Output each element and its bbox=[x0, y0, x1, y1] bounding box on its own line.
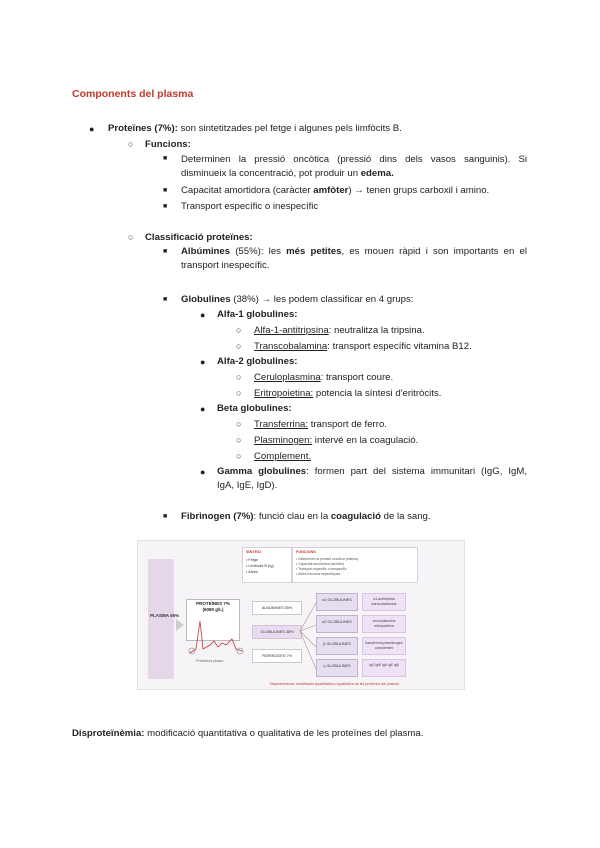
bullet-circle: ○ bbox=[128, 139, 134, 149]
gamma-line1: : formen part del sistema immunitari (IgG, IgM, bbox=[306, 466, 527, 477]
globulines-item bbox=[181, 294, 413, 305]
group-box: γ GLOBULINES bbox=[316, 659, 358, 677]
alfa1-item-2 bbox=[254, 341, 472, 352]
fib-c: de la sang. bbox=[380, 511, 431, 522]
desc: : transport coure. bbox=[320, 372, 394, 383]
sintesi-item: • Fetge bbox=[246, 558, 259, 562]
group-box: α1 GLOBULINES bbox=[316, 593, 358, 611]
desc: : neutralitza la tripsina. bbox=[328, 325, 425, 336]
bullet-circle: ○ bbox=[236, 419, 242, 429]
alfa2-label: Alfa-2 globulines: bbox=[217, 356, 298, 367]
sintesi-title: SÍNTESI bbox=[246, 550, 261, 554]
beta-item-2 bbox=[254, 435, 418, 446]
figure-footer: Disproteïnèmia: modificació quantitativa o qualitativa de les proteïnes del plasma bbox=[270, 682, 399, 686]
funcions-title: FUNCIONS bbox=[296, 550, 316, 554]
sintesi-items bbox=[246, 557, 274, 575]
sintesi-item: • Limfòcits B (Ig) bbox=[246, 564, 274, 568]
detail-box: α1-antitripsina transcobalamina bbox=[362, 593, 406, 611]
group-box: β GLOBULINES bbox=[316, 637, 358, 655]
bullet-dot: ● bbox=[200, 467, 206, 477]
bullet-square: ■ bbox=[163, 203, 168, 210]
plasma-diagram bbox=[137, 540, 465, 690]
plasma-label: PLASMA 55% bbox=[150, 613, 180, 618]
fibrinogen-label: Fibrinogen (7%) bbox=[181, 511, 254, 522]
plasma-bar bbox=[148, 559, 174, 679]
term: Eritropoietina: bbox=[254, 388, 314, 399]
bullet-circle: ○ bbox=[236, 435, 242, 445]
globulines-label: Globulines bbox=[181, 294, 231, 305]
funcions-label: Funcions: bbox=[145, 139, 191, 150]
bullet-square: ■ bbox=[163, 248, 168, 255]
proteines-label: Proteïnes (7%): bbox=[108, 123, 178, 134]
sintesi-item: • Altres bbox=[246, 570, 258, 574]
bullet-square: ■ bbox=[163, 155, 168, 162]
item-2-c: ) → tenen grups carboxil i amino. bbox=[348, 185, 490, 196]
coagulacio-term: coagulació bbox=[330, 511, 381, 522]
beta-label: Beta globulines: bbox=[217, 403, 292, 414]
alfa2-item-1 bbox=[254, 372, 393, 383]
funcions-item-3: Transport específic o inespecífic bbox=[181, 201, 319, 212]
bullet-circle: ○ bbox=[236, 372, 242, 382]
func-item: • Transport específic o inespecífic bbox=[296, 567, 347, 571]
desc: transport de ferro. bbox=[308, 419, 387, 430]
gamma-label: Gamma globulines bbox=[217, 466, 307, 477]
classificacio-label: Classificació proteïnes: bbox=[145, 232, 253, 243]
term: Ceruloplasmina bbox=[254, 372, 321, 383]
disproteinemia-label: Disproteïnèmia: bbox=[72, 728, 145, 739]
proteines-note: Proteïnes plasm. bbox=[196, 659, 225, 663]
group-box: α2 GLOBULINES bbox=[316, 615, 358, 633]
alfa1-label: Alfa-1 globulines: bbox=[217, 309, 298, 320]
bullet-square: ■ bbox=[163, 296, 168, 303]
electrophoresis-icon bbox=[188, 615, 244, 657]
albumines-label: Albúmines bbox=[181, 246, 231, 257]
term: Transferrina: bbox=[254, 419, 309, 430]
albumines-b: més petites bbox=[286, 246, 342, 257]
bullet-dot: ● bbox=[89, 124, 95, 134]
fib-a: : funció clau en la bbox=[253, 511, 331, 522]
connector-lines bbox=[300, 597, 318, 677]
disproteinemia-line bbox=[72, 728, 423, 739]
globulines-box: GLOBULINES 38% bbox=[252, 625, 302, 639]
albumines-item bbox=[181, 246, 527, 271]
bullet-square: ■ bbox=[163, 513, 168, 520]
proteines-box-label: PROTEÏNES 7% (6080 g/L) bbox=[196, 601, 230, 612]
term: Transcobalamina bbox=[254, 341, 328, 352]
disproteinemia-text: modificació quantitativa o qualitativa de les proteïnes del plasma. bbox=[144, 728, 424, 739]
bullet-circle: ○ bbox=[236, 341, 242, 351]
term: Complement. bbox=[254, 451, 312, 462]
alfa2-item-2 bbox=[254, 388, 441, 399]
edema-term: edema. bbox=[360, 168, 394, 179]
detail-box: IgG IgM IgA IgE IgD bbox=[362, 659, 406, 677]
funcions-item-1 bbox=[181, 154, 527, 179]
albumines-box: ALBÚMINES 55% bbox=[252, 601, 302, 615]
funcions-item-1-line2a: disminueix la concentració, pot produir un bbox=[181, 168, 361, 179]
bullet-circle: ○ bbox=[236, 388, 242, 398]
desc: potencia la síntesi d'eritròcits. bbox=[313, 388, 442, 399]
func-item: • Capacitat amortidora (amfòter) bbox=[296, 562, 345, 566]
term: Plasminogen: bbox=[254, 435, 313, 446]
func-item: • Altres funcions específiques bbox=[296, 572, 341, 576]
albumines-line2: transport inespecífic. bbox=[181, 260, 270, 271]
bullet-dot: ● bbox=[200, 404, 206, 414]
gamma-line2: IgA, IgE, IgD). bbox=[217, 480, 278, 491]
alfa1-item-1 bbox=[254, 325, 425, 336]
funcions-item-2 bbox=[181, 185, 489, 196]
bullet-dot: ● bbox=[200, 310, 206, 320]
fibrinogen-box: FIBRINOGEN 7% bbox=[252, 649, 302, 663]
funcions-items bbox=[296, 557, 358, 577]
func-item: • Determinen la pressió oncòtica (edema) bbox=[296, 557, 359, 561]
section-title: Components del plasma bbox=[72, 88, 194, 100]
albumines-a: (55%): les bbox=[230, 246, 287, 257]
desc: : transport específic vitamina B12. bbox=[327, 341, 472, 352]
gamma-item bbox=[217, 466, 527, 491]
item-2-a: Capacitat amortidora (caràcter bbox=[181, 185, 314, 196]
albumines-c: , es mouen ràpid i son importants en el bbox=[341, 246, 527, 257]
bullet-circle: ○ bbox=[236, 451, 242, 461]
fibrinogen-item bbox=[181, 511, 431, 522]
detail-box: ceruloplasmina eritropoietina bbox=[362, 615, 406, 633]
desc: intervé en la coagulació. bbox=[312, 435, 419, 446]
term: Alfa-1-antitripsina bbox=[254, 325, 329, 336]
proteines-line bbox=[108, 123, 402, 134]
arrow-icon bbox=[176, 619, 184, 631]
beta-item-3 bbox=[254, 451, 311, 462]
beta-item-1 bbox=[254, 419, 387, 430]
bullet-circle: ○ bbox=[128, 232, 134, 242]
bullet-circle: ○ bbox=[236, 325, 242, 335]
detail-box: transferrina plasminogen complement bbox=[362, 637, 406, 655]
globulines-text: (38%) → les podem classificar en 4 grups: bbox=[230, 294, 414, 305]
proteines-text: son sintetitzades pel fetge i algunes pels limfòcits B. bbox=[177, 123, 402, 134]
bullet-dot: ● bbox=[200, 357, 206, 367]
bullet-square: ■ bbox=[163, 187, 168, 194]
funcions-item-1-line1: Determinen la pressió oncòtica (pressió dins dels vasos sanguinis). Si bbox=[181, 154, 527, 165]
amfoter-term: amfòter bbox=[313, 185, 349, 196]
